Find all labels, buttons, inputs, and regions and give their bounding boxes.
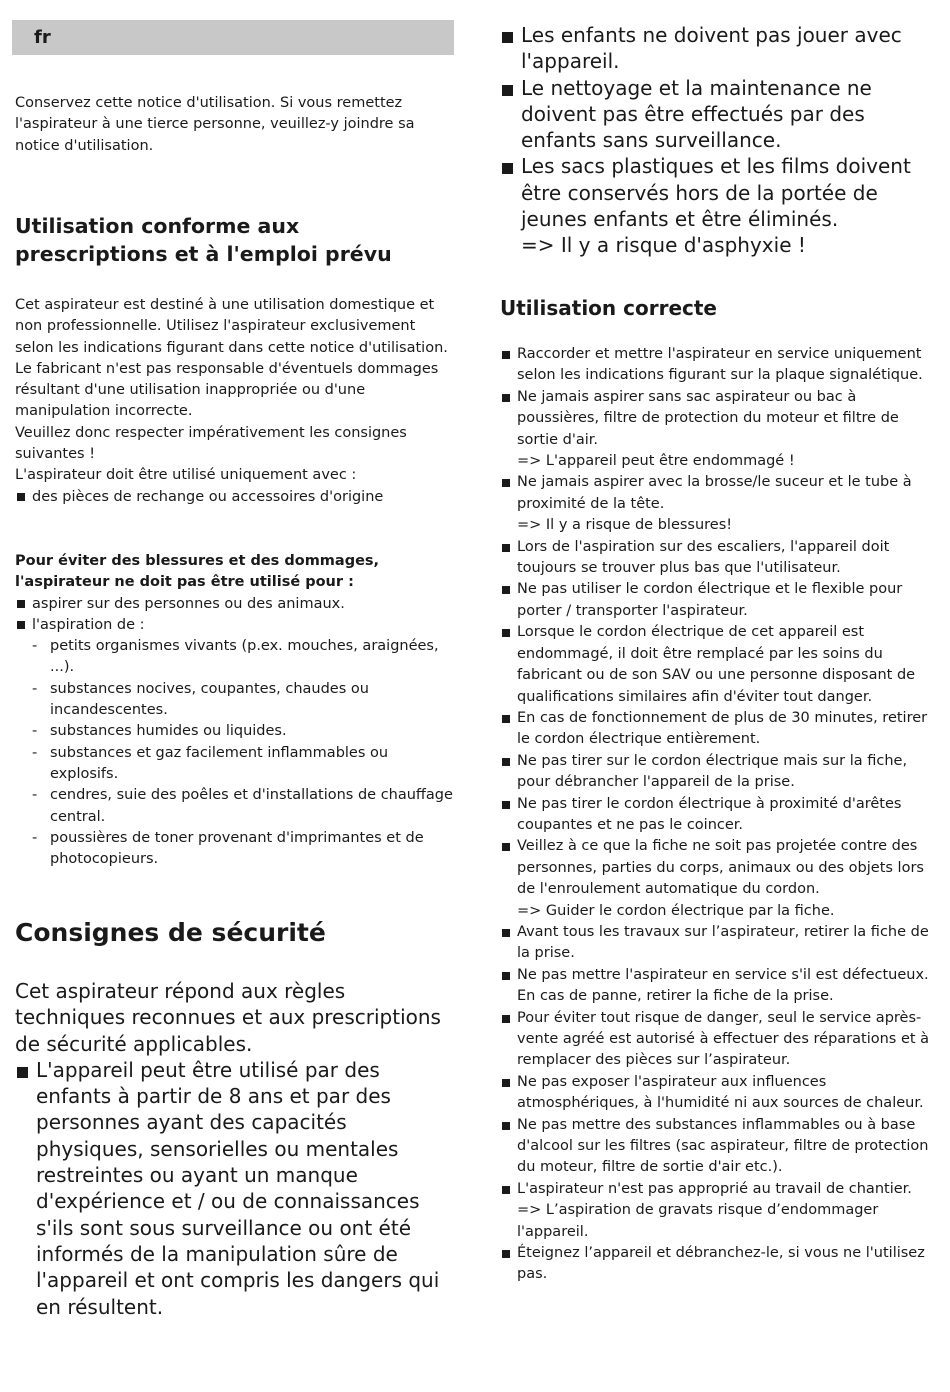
safety-bullet-2: Les enfants ne doivent pas jouer avec l'appareil. — [500, 22, 940, 75]
section-use-body — [15, 295, 455, 508]
correct-use-title: Utilisation correcte — [500, 296, 717, 320]
warning-block — [15, 551, 455, 870]
list-item: Ne pas mettre l'aspirateur en service s'il est défectueux. En cas de panne, retirer la fiche de la prise. — [500, 965, 940, 1008]
list-item: Ne pas utiliser le cordon électrique et le flexible pour porter / transporter l'aspirateur. — [500, 579, 940, 622]
safety-title: Consignes de sécurité — [15, 918, 326, 947]
list-item: En cas de fonctionnement de plus de 30 minutes, retirer le cordon électrique entièrement. — [500, 708, 940, 751]
list-item: Ne pas tirer le cordon électrique à proximité d'arêtes coupantes et ne pas le coincer. — [500, 794, 940, 837]
safety-body — [15, 978, 455, 1320]
safety-bullet-1: L'appareil peut être utilisé par des enfants à partir de 8 ans et par des personnes ayant des capacités physiques, sensorielles ou mentales restreintes ou ayant un manque d'expérience et / ou de connaissances s'ils sont sous surveillance ou ont été informés de la manipulation sûre de l'appareil et ont compris les dangers qui en résultent. — [15, 1057, 455, 1320]
language-code: fr — [34, 27, 51, 48]
warning-dash-item: - cendres, suie des poêles et d'installations de chauffage central. — [15, 785, 455, 828]
warning-dash-item: - substances nocives, coupantes, chaudes ou incandescentes. — [15, 679, 455, 722]
safety-bullet-4-note: => Il y a risque d'asphyxie ! — [521, 233, 806, 258]
warning-dash-item: - poussières de toner provenant d'imprimantes et de photocopieurs. — [15, 828, 455, 871]
section-use-para3: L'aspirateur doit être utilisé uniquement avec : — [15, 467, 357, 484]
list-item: Pour éviter tout risque de danger, seul le service après-vente agréé est autorisé à effectuer des réparations et à remplacer des pièces sur l’aspirateur. — [500, 1008, 940, 1072]
list-item: Avant tous les travaux sur l’aspirateur, retirer la fiche de la prise. — [500, 922, 940, 965]
list-item: Ne jamais aspirer avec la brosse/le suceur et le tube à proximité de la tête. — [500, 472, 940, 515]
list-item: Éteignez l’appareil et débranchez-le, si vous ne l'utilisez pas. — [500, 1243, 940, 1286]
safety-intro: Cet aspirateur répond aux règles techniques reconnues et aux prescriptions de sécurité applicables. — [15, 979, 441, 1056]
intro-paragraph: Conservez cette notice d'utilisation. Si vous remettez l'aspirateur à une tierce personne, veuillez-y joindre sa notice d'utilisation. — [15, 95, 415, 154]
warning-dash-item: - substances et gaz facilement inflammables ou explosifs. — [15, 743, 455, 786]
list-item: Ne pas mettre des substances inflammables ou à base d'alcool sur les filtres (sac aspirateur, filtre de protection du moteur, filtre de sortie d'air etc.). — [500, 1115, 940, 1179]
safety-body-continued — [500, 22, 940, 259]
safety-bullet-3: Le nettoyage et la maintenance ne doivent pas être effectués par des enfants sans surveillance. — [500, 75, 940, 154]
section-use-para2: Veuillez donc respecter impérativement les consignes suivantes ! — [15, 424, 407, 463]
list-item-note: => L'appareil peut être endommagé ! — [517, 453, 795, 470]
section-use-bullet: des pièces de rechange ou accessoires d'origine — [15, 487, 455, 508]
warning-title: Pour éviter des blessures et des dommages, l'aspirateur ne doit pas être utilisé pour : — [15, 553, 380, 591]
list-item: Lorsque le cordon électrique de cet appareil est endommagé, il doit être remplacé par les soins du fabricant ou de son SAV ou une personne disposant de qualifications similaires afin d'éviter tout danger. — [500, 622, 940, 708]
list-item: L'aspirateur n'est pas approprié au travail de chantier. — [500, 1179, 940, 1200]
list-item: Raccorder et mettre l'aspirateur en service uniquement selon les indications figurant sur la plaque signalétique. — [500, 344, 940, 387]
list-item-note: => Il y a risque de blessures! — [517, 517, 733, 534]
list-item: Ne jamais aspirer sans sac aspirateur ou bac à poussières, filtre de protection du moteur et filtre de sortie d'air. — [500, 387, 940, 451]
list-item: Veillez à ce que la fiche ne soit pas projetée contre des personnes, parties du corps, animaux ou des objets lors de l'enroulement automatique du cordon. — [500, 836, 940, 900]
warning-dash-item: - petits organismes vivants (p.ex. mouches, araignées, ...). — [15, 636, 455, 679]
warning-dash-item: - substances humides ou liquides. — [15, 721, 455, 742]
warning-bullet-1: aspirer sur des personnes ou des animaux. — [15, 594, 455, 615]
list-item: Ne pas tirer sur le cordon électrique mais sur la fiche, pour débrancher l'appareil de la prise. — [500, 751, 940, 794]
safety-bullet-4 — [500, 153, 940, 258]
correct-use-list — [500, 344, 940, 1286]
language-header-bar — [12, 20, 454, 55]
list-item-note: => Guider le cordon électrique par la fiche. — [517, 902, 835, 919]
warning-bullet-2: l'aspiration de : — [15, 615, 455, 636]
section-use-title: Utilisation conforme aux prescriptions et à l'emploi prévu — [15, 214, 392, 266]
section-use-para1: Cet aspirateur est destiné à une utilisation domestique et non professionnelle. Utilisez l'aspirateur exclusivement selon les indications figurant dans cette notice d'utilisation. Le fabricant n'est pas responsable d'éventuels dommages résultant d'une utilisation inappropriée ou d'une manipulation incorrecte. — [15, 297, 448, 420]
list-item-note: => L’aspiration de gravats risque d’endommager l'appareil. — [517, 1202, 879, 1240]
safety-bullet-4-text: Les sacs plastiques et les films doivent être conservés hors de la portée de jeunes enfants et être éliminés. — [521, 154, 911, 232]
list-item: Ne pas exposer l'aspirateur aux influences atmosphériques, à l'humidité ni aux sources de chaleur. — [500, 1072, 940, 1115]
list-item: Lors de l'aspiration sur des escaliers, l'appareil doit toujours se trouver plus bas que l'utilisateur. — [500, 537, 940, 580]
